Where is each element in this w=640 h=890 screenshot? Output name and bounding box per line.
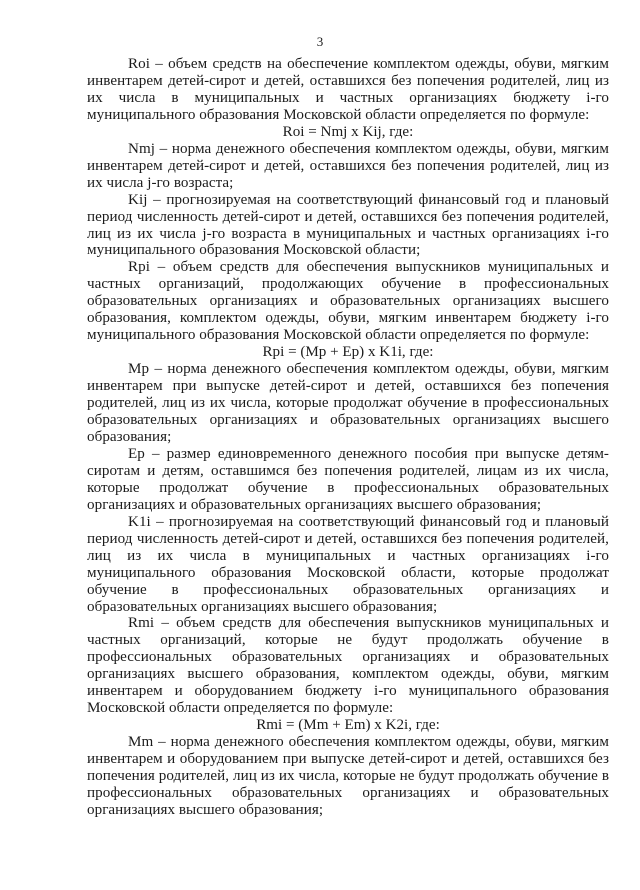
paragraph-ep-definition: Ep – размер единовременного денежного пособия при выпуске детям-сиротам и детям, оставшимся без попечения родителей, лицам из их числа, которые продолжат обучение в профессиональных образовательных организациях и образовательных организациях высшего образования; — [87, 445, 609, 513]
document-body — [87, 56, 609, 819]
formula-roi: Roi = Nmj x Kij, где: — [282, 123, 414, 140]
page-number: 3 — [316, 34, 324, 49]
paragraph-k1i-definition: K1i – прогнозируемая на соответствующий финансовый год и плановый период численность детей-сирот и детей, оставшихся без попечения родителей, лиц из их числа в муниципальных и частных организациях i-го муниципального образования Московской области, которые продолжат обучение в профессиональных образовательных организациях и образовательных организациях высшего образования; — [87, 513, 609, 615]
paragraph-rpi-definition: Rpi – объем средств для обеспечения выпускников муниципальных и частных организаций, продолжающих обучение в профессиональных образовательных организациях и образовательных организациях высшего образования, комплектом одежды, обуви, мягким инвентарем бюджету i-го муниципального образования Московской области определяется по формуле: — [87, 259, 609, 344]
formula-rpi: Rpi = (Mp + Ep) x K1i, где: — [262, 344, 434, 361]
paragraph-mp-definition: Mp – норма денежного обеспечения комплектом одежды, обуви, мягким инвентарем при выпуске детей-сирот и детей, оставшихся без попечения родителей, лиц из их числа, которые продолжат обучение в профессиональных образовательных организациях и образовательных организациях высшего образования; — [87, 361, 609, 445]
paragraph-rmi-definition: Rmi – объем средств для обеспечения выпускников муниципальных и частных организаций, которые не будут продолжать обучение в профессиональных образовательных организациях и образовательных организациях высшего образования, комплектом одежды, обуви, мягким инвентарем и оборудованием бюджету i-го муниципального образования Московской области определяется по формуле: — [87, 615, 609, 717]
paragraph-kij-definition: Kij – прогнозируемая на соответствующий финансовый год и плановый период численность детей-сирот и детей, оставшихся без попечения родителей, лиц из их числа j-го возраста в муниципальных и частных организациях i-го муниципального образования Московской области; — [87, 191, 609, 259]
paragraph-nmj-definition: Nmj – норма денежного обеспечения комплектом одежды, обуви, мягким инвентарем детей-сирот и детей, оставшихся без попечения родителей, лиц из их числа j-го возраста; — [87, 140, 609, 191]
paragraph-mm-definition: Mm – норма денежного обеспечения комплектом одежды, обуви, мягким инвентарем и оборудованием при выпуске детей-сирот и детей, оставшихся без попечения родителей, лиц из их числа, которые не будут продолжать обучение в профессиональных образовательных организациях и образовательных организациях высшего образования; — [87, 734, 609, 818]
paragraph-roi-definition: Roi – объем средств на обеспечение комплектом одежды, обуви, мягким инвентарем детей-сирот и детей, оставшихся без попечения родителей, лиц из их числа в муниципальных и частных организациях бюджету i-го муниципального образования Московской области определяется по формуле: — [87, 56, 609, 123]
formula-rmi: Rmi = (Mm + Em) x K2i, где: — [256, 717, 440, 734]
